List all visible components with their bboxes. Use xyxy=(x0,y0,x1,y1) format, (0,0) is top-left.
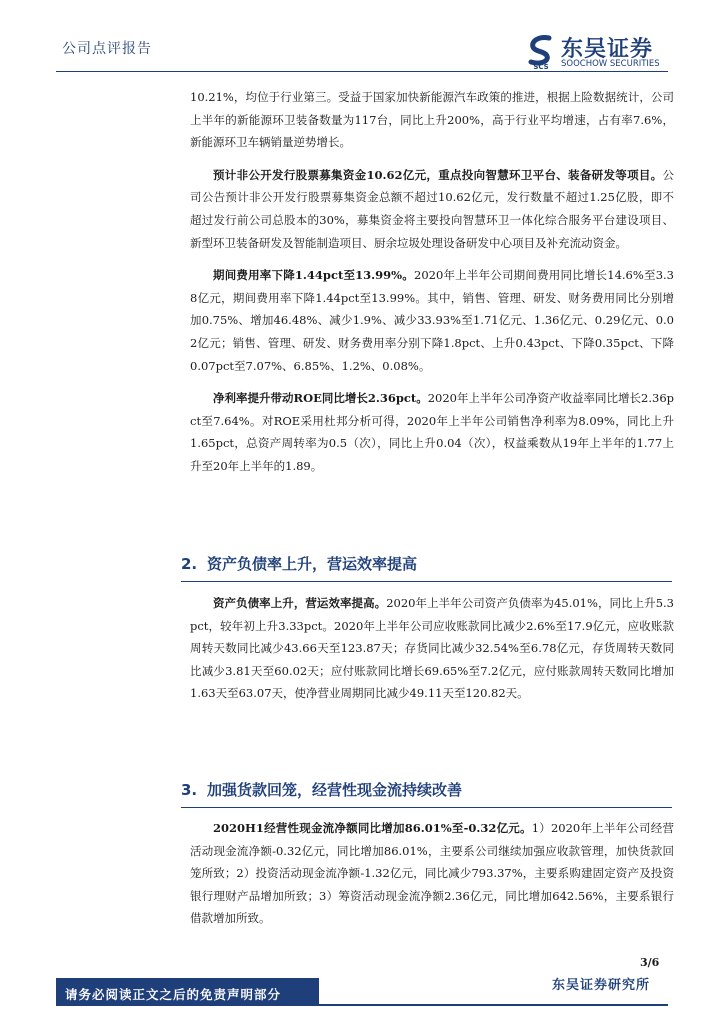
paragraph-text: 公司公告预计非公开发行股票募集资金总额不超过10.62亿元，发行数量不超过1.25亿股，即不超过发行前公司总股本的30%，募集资金将主要投向智慧环卫一体化综合服务平台建设项目、新型环卫装备研发及智能制造项目、厨余垃圾处理设备研发中心项目及补充流动资金。 xyxy=(190,167,674,250)
section-number: 2. xyxy=(181,555,198,573)
section3-heading xyxy=(181,779,672,800)
section2-body xyxy=(190,592,674,705)
paragraph-lead: 资产负债率上升，营运效率提高。 xyxy=(213,596,387,610)
paragraph-lead: 期间费用率下降1.44pct至13.99%。 xyxy=(213,268,414,283)
logo-name-en: SOOCHOW SECURITIES xyxy=(561,59,660,69)
logo-mark-text: SCS xyxy=(533,63,549,70)
paragraph xyxy=(190,817,674,930)
section-title: 资产负债率上升，营运效率提高 xyxy=(207,555,418,573)
section3-rule xyxy=(181,807,672,808)
section2-heading xyxy=(181,553,672,574)
report-type-label: 公司点评报告 xyxy=(62,41,152,57)
paragraph xyxy=(190,164,674,254)
paragraph-lead: 2020H1经营性现金流净额同比增加86.01%至-0.32亿元。 xyxy=(213,821,532,835)
paragraph-text: 2020年上半年公司净资产收益率同比增长2.36pct至7.64%。对ROE采用杜邦分析可得，2020年上半年公司销售净利率为8.09%，同比上升1.65pct，总资产周转率为0.5（次），同比上升0.04（次），权益乘数从19年上半年的1.77上升至20年上半年的1.89。 xyxy=(190,391,675,473)
section3-body xyxy=(190,817,674,930)
section-number: 3. xyxy=(181,781,198,799)
section2-rule xyxy=(181,581,672,582)
section-title: 加强货款回笼，经营性现金流持续改善 xyxy=(207,781,463,799)
paragraph-lead: 预计非公开发行股票募集资金10.62亿元，重点投向智慧环卫平台、装备研发等项目。 xyxy=(213,167,663,182)
paragraph-text: 2020年上半年公司资产负债率为45.01%，同比上升5.3pct，较年初上升3.33pct。2020年上半年公司应收账款同比减少2.6%至17.9亿元，应收账款周转天数同比减少43.66天至123.87天；存货同比减少32.54%至6.78亿元，存货周转天数同比减少3.81天至60.02天；应付账款同比增长69.65%至7.2亿元，应付账款周转天数同比增加1.63天至63.07天，使净营业周期同比减少49.11天至120.82天。 xyxy=(190,596,674,701)
footer-rule xyxy=(319,1004,668,1006)
paragraph xyxy=(190,592,674,705)
disclaimer-notice: 请务必阅读正文之后的免责声明部分 xyxy=(65,987,282,1002)
paragraph xyxy=(190,264,674,377)
paragraph-text: 2020年上半年公司期间费用同比增长14.6%至3.38亿元，期间费用率下降1.44pct至13.99%。其中，销售、管理、研发、财务费用同比分别增加0.75%、增加46.48%、减少1.9%、减少33.93%至1.71亿元、1.36亿元、0.29亿元、0.02亿元；销售、管理、研发、财务费用率分别下降1.8pct、上升0.43pct、下降0.35pct、下降0.07pct至7.07%、6.85%、1.2%、0.08%。 xyxy=(190,268,674,373)
institute-name: 东吴证券研究所 xyxy=(552,978,651,993)
logo xyxy=(527,34,677,70)
paragraph-lead: 净利率提升带动ROE同比增长2.36pct。 xyxy=(213,391,428,406)
page-number: 3/6 xyxy=(640,956,660,969)
section1-body xyxy=(190,86,674,478)
logo-mark-icon xyxy=(527,34,555,70)
header-rule xyxy=(56,71,668,72)
logo-name-cn: 东吴证券 xyxy=(561,37,654,62)
paragraph xyxy=(190,387,674,477)
paragraph: 10.21%，均位于行业第三。受益于国家加快新能源汽车政策的推进，根据上险数据统计，公司上半年的新能源环卫装备数量为117台，同比上升200%，高于行业平均增速，占有率7.6%，新能源环卫车辆销量逆势增长。 xyxy=(190,90,674,150)
paragraph-text: 1）2020年上半年公司经营活动现金流净额-0.32亿元，同比增加86.01%，主要系公司继续加强应收款管理，加快货款回笼所致；2）投资活动现金流净额-1.32亿元，同比减少793.37%，主要系购建固定资产及投资银行理财产品增加所致；3）筹资活动现金流净额2.36亿元，同比增加642.56%，主要系银行借款增加所致。 xyxy=(190,821,674,926)
